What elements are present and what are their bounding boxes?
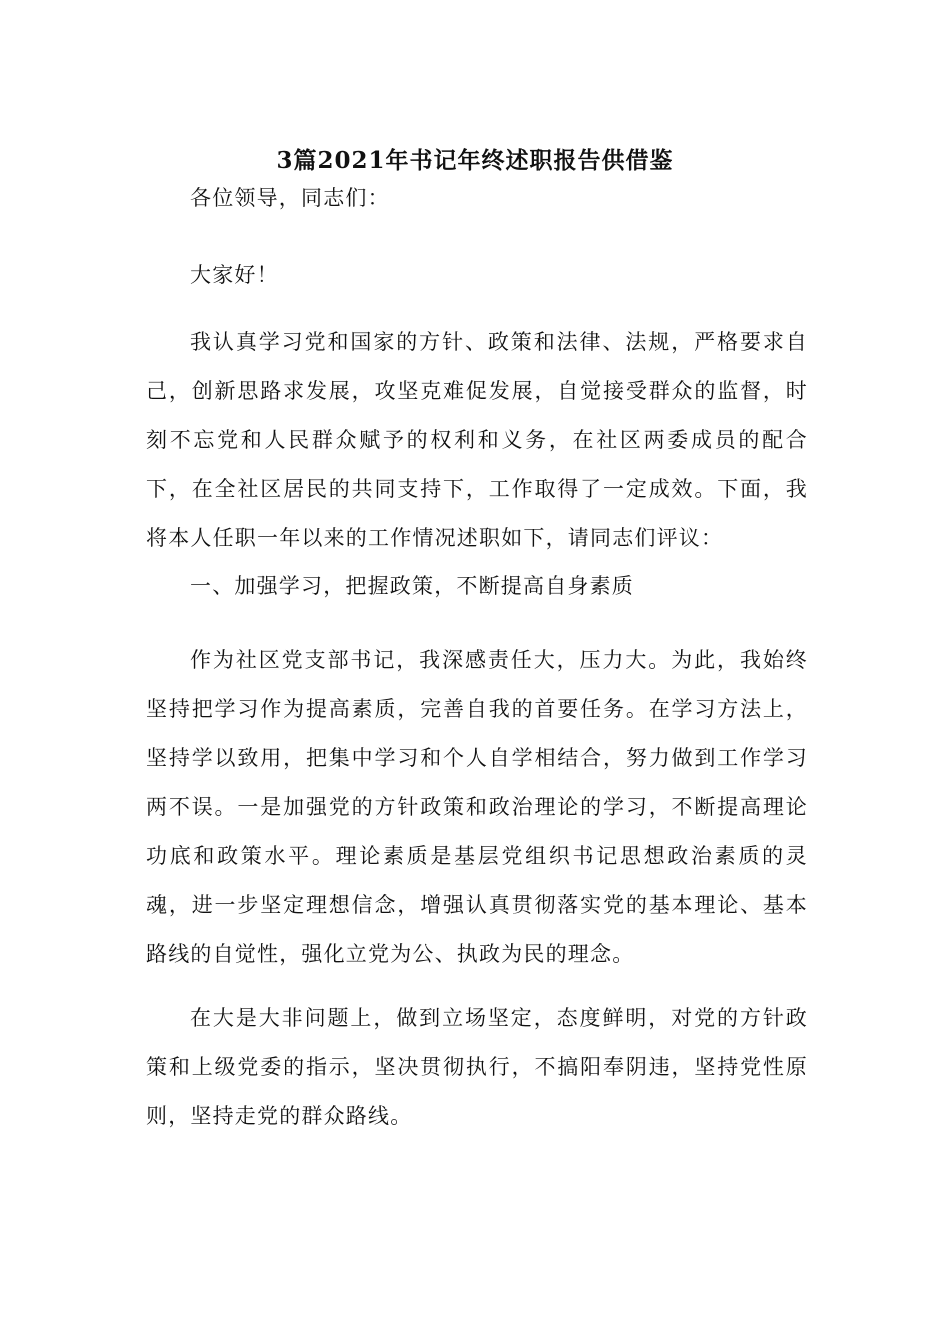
paragraph-study: 作为社区党支部书记，我深感责任大，压力大。为此，我始终坚持把学习作为提高素质，完善自我的首要任务。在学习方法上，坚持学以致用，把集中学习和个人自学相结合，努力做到工作学习两不误。一是加强党的方针政策和政治理论的学习，不断提高理论功底和政策水平。理论素质是基层党组织书记思想政治素质的灵魂，进一步坚定理想信念，增强认真贯彻落实党的基本理论、基本路线的自觉性，强化立党为公、执政为民的理念。	[146, 648, 808, 966]
section-heading-1: 一、加强学习，把握政策，不断提高自身素质	[190, 574, 634, 598]
paragraph-hello: 大家好！	[190, 263, 279, 287]
paragraph-greeting: 各位领导，同志们：	[190, 186, 390, 210]
document-title: 3篇2021年书记年终述职报告供借鉴	[276, 147, 674, 174]
paragraph-stance: 在大是大非问题上，做到立场坚定，态度鲜明，对党的方针政策和上级党委的指示，坚决贯彻执行，不搞阳奉阴违，坚持党性原则，坚持走党的群众路线。	[146, 1006, 808, 1128]
paragraph-intro: 我认真学习党和国家的方针、政策和法律、法规，严格要求自己，创新思路求发展，攻坚克难促发展，自觉接受群众的监督，时刻不忘党和人民群众赋予的权利和义务，在社区两委成员的配合下，在全社区居民的共同支持下，工作取得了一定成效。下面，我将本人任职一年以来的工作情况述职如下，请同志们评议：	[146, 330, 808, 550]
